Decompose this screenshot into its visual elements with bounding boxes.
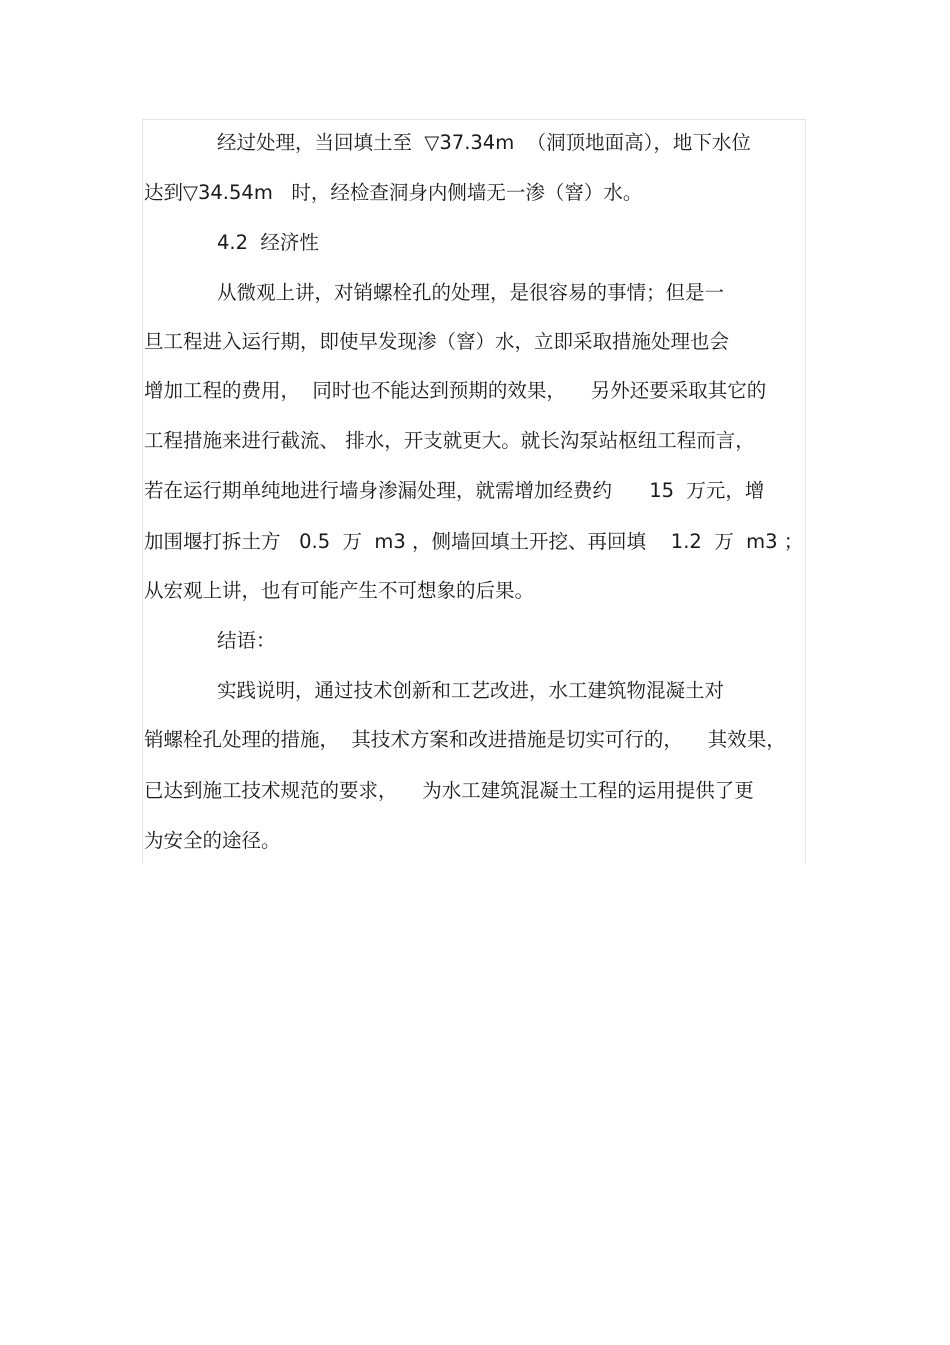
paragraph-2-line-3: 增加工程的费用， 同时也不能达到预期的效果， 另外还要采取其它的 bbox=[144, 379, 767, 402]
paragraph-3-line-2: 销螺栓孔处理的措施， 其技术方案和改进措施是切实可行的， 其效果， bbox=[144, 728, 786, 751]
paragraph-3-line-3: 已达到施工技术规范的要求， 为水工建筑混凝土工程的运用提供了更 bbox=[144, 779, 754, 802]
paragraph-2-line-6: 加围堰打拆土方 0.5 万 m3 ，侧墙回填土开挖、再回填 1.2 万 m3 ； bbox=[144, 530, 804, 553]
conclusion-heading: 结语： bbox=[217, 629, 276, 652]
section-heading: 4.2 经济性 bbox=[217, 231, 319, 254]
paragraph-2-line-7: 从宏观上讲，也有可能产生不可想象的后果。 bbox=[144, 579, 535, 602]
paragraph-2-line-4: 工程措施来进行截流、 排水，开支就更大。就长沟泵站枢纽工程而言， bbox=[144, 429, 755, 452]
paragraph-3-line-1: 实践说明，通过技术创新和工艺改进，水工建筑物混凝土对 bbox=[217, 679, 725, 702]
paragraph-1-line-1: 经过处理，当回填土至 ▽37.34m （洞顶地面高），地下水位 bbox=[217, 131, 751, 154]
paragraph-2-line-1: 从微观上讲，对销螺栓孔的处理，是很容易的事情；但是一 bbox=[217, 281, 725, 304]
paragraph-1-line-2: 达到▽34.54m 时，经检查洞身内侧墙无一渗（窨）水。 bbox=[144, 181, 643, 204]
paragraph-2-line-5: 若在运行期单纯地进行墙身渗漏处理，就需增加经费约 15 万元，增 bbox=[144, 479, 765, 502]
paragraph-3-line-4: 为安全的途径。 bbox=[144, 829, 281, 852]
paragraph-2-line-2: 旦工程进入运行期，即使早发现渗（窨）水，立即采取措施处理也会 bbox=[144, 330, 730, 353]
